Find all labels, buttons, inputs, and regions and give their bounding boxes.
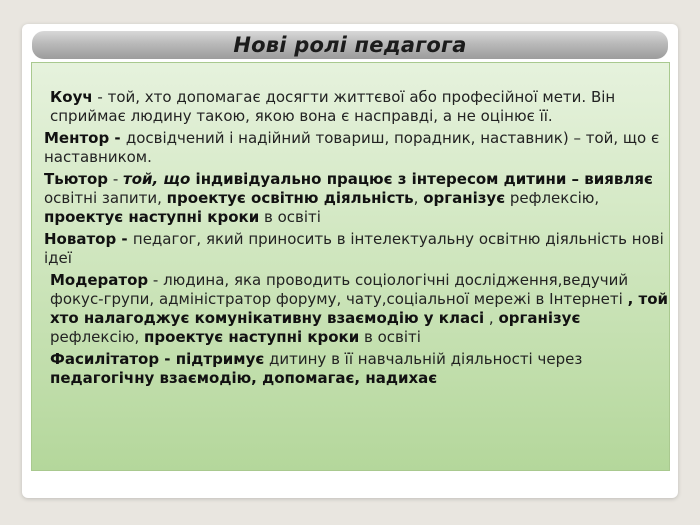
body-text: педагог, який приносить в інтелектуальну освітню діяльність нові ідеї [44,230,664,267]
emphasis-text: Фасилітатор - підтримує [50,350,265,368]
body-text: - людина, яка проводить соціологічні дослідження,ведучий фокус-групи, адміністратор форуму, чату,соціальної мережі в Інтернеті [50,271,629,308]
role-facilitator [44,350,669,388]
role-coach [44,88,669,126]
emphasis-text: організує [498,309,581,327]
emphasis-text: Новатор - [44,230,133,248]
emphasis-text: , той хто налагоджує комунікативну взаємодію у класі [50,290,669,327]
emphasis-text: проектує наступні кроки [144,328,360,346]
body-text: - той, хто допомагає досягти життєвої або професійної мети. Він сприймає людину такою, якою вона є насправді, а не оцінює її. [50,88,616,125]
emphasis-text: організує [423,189,506,207]
body-text: в освіті [259,208,321,226]
slide-title: Нові ролі педагога [233,33,467,57]
emphasis-text: педагогічну взаємодію, допомагає, надихає [50,369,438,387]
body-text: дитину в її навчальній діяльності через [264,350,583,368]
body-text: - [108,170,123,188]
body-text: , [413,189,424,207]
roles-list [44,88,669,391]
emphasis-text: Коуч [50,88,93,106]
role-tutor [44,170,669,227]
emphasis-text: проектує освітню діяльність [166,189,414,207]
emphasis-text: Ментор - [44,129,126,147]
body-text: досвідчений і надійний товариш, порадник, наставник) – той, що є наставником. [44,129,660,166]
emphasis-text: проектує наступні кроки [44,208,260,226]
emphasis-text: той, що [123,170,191,188]
body-text: освітні запити, [44,189,167,207]
body-text: , [484,309,499,327]
emphasis-text: Модератор [50,271,149,289]
role-innovator [44,230,669,268]
role-mentor [44,129,669,167]
title-bar [32,31,668,59]
body-text: в освіті [359,328,421,346]
body-text: рефлексію, [50,328,145,346]
role-moderator [44,271,669,347]
emphasis-text: Тьютор [44,170,109,188]
emphasis-text: індивідуально працює з інтересом дитини – виявляє [190,170,653,188]
body-text: рефлексію, [505,189,600,207]
